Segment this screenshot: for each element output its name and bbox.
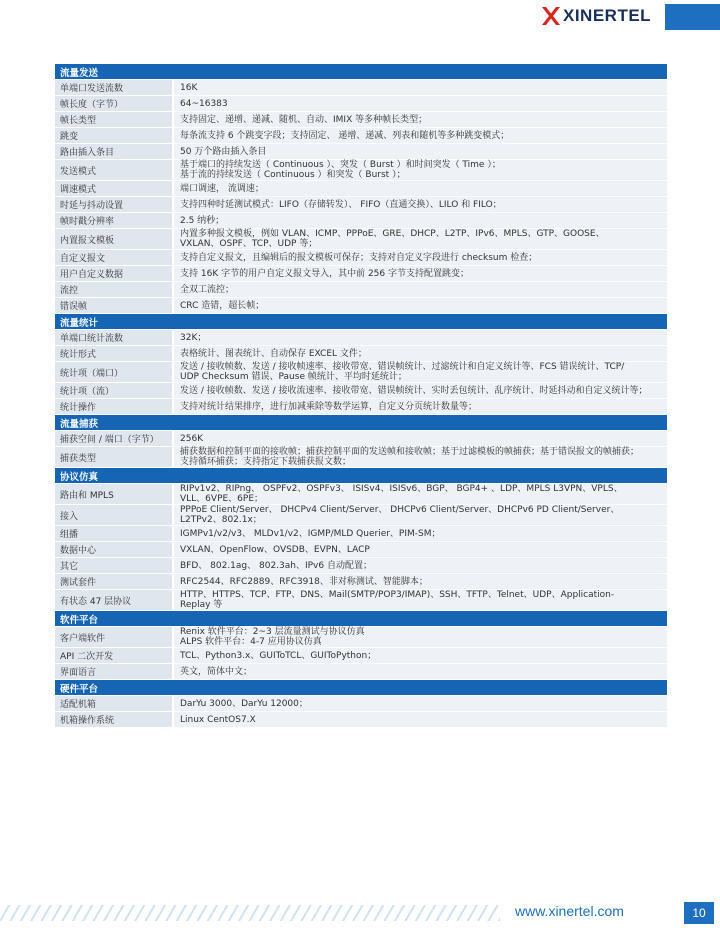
- header-accent-bar: [665, 4, 720, 30]
- section-fill: [173, 415, 667, 430]
- spec-value-line: 支持对统计结果排序，进行加减乘除等数学运算，自定义分页统计数量等；: [180, 401, 478, 412]
- spec-label: 捕获空间 / 端口（字节）: [55, 431, 172, 446]
- spec-value: [174, 181, 667, 196]
- spec-row: [55, 250, 667, 266]
- spec-row: [55, 590, 667, 611]
- spec-value-line: VLL、6VPE、6PE；: [180, 494, 264, 504]
- spec-value: [174, 542, 667, 557]
- spec-row: [55, 383, 667, 399]
- spec-value: [174, 112, 667, 127]
- section-fill: [173, 64, 667, 79]
- section-title: 协议仿真: [60, 471, 99, 483]
- spec-label: 错误帧: [55, 298, 172, 313]
- spec-value-line: 基于流的持续发送（ Continuous ）和突发（ Burst ）；: [180, 170, 406, 180]
- spec-value-line: IGMPv1/v2/v3、 MLDv1/v2、IGMP/MLD Querier、PIM-SM；: [180, 528, 441, 539]
- spec-value: [174, 346, 667, 361]
- spec-value: [174, 712, 667, 727]
- spec-label: 内置报文模板: [55, 229, 172, 249]
- spec-value-line: HTTP、HTTPS、TCP、FTP、DNS、Mail(SMTP/POP3/IMAP)、SSH、TFTP、Telnet、UDP、Application-: [180, 590, 615, 600]
- spec-row: [55, 346, 667, 362]
- spec-label: 自定义报文: [55, 250, 172, 265]
- spec-value-line: 每条流支持 6 个跳变字段；支持固定、 递增、递减、列表和随机等多种跳变模式；: [180, 130, 510, 141]
- section-title: 流量发送: [60, 67, 99, 79]
- spec-value-line: 256K: [180, 433, 204, 444]
- spec-value: [174, 526, 667, 541]
- spec-value-line: 支持四种时延测试模式：LIFO（存储转发）、 FIFO（直通交换）、LILO 和 FILO；: [180, 199, 502, 210]
- spec-value-line: 基于端口的持续发送（ Continuous ）、突发（ Burst ）和时间突发（ Time ）；: [180, 160, 501, 170]
- spec-value-line: 发送 / 接收帧数、发送 / 接收流速率、接收带宽、错误帧统计、实时丢包统计、乱序统计、时延抖动和自定义统计等；: [180, 385, 648, 396]
- spec-table: [55, 64, 667, 728]
- spec-value: [174, 298, 667, 313]
- spec-value-line: 支持循环捕获；支持指定下载捕获报文数；: [180, 457, 352, 467]
- section-title: 硬件平台: [60, 683, 99, 695]
- spec-row: [55, 648, 667, 664]
- spec-row: [55, 399, 667, 415]
- spec-label: API 二次开发: [55, 648, 172, 663]
- spec-row: [55, 362, 667, 383]
- spec-value-line: UDP Checksum 错误、Pause 帧统计、平均时延统计；: [180, 372, 407, 382]
- spec-row: [55, 282, 667, 298]
- spec-value-line: 表格统计、图表统计、自动保存 EXCEL 文件；: [180, 348, 367, 359]
- spec-row: [55, 213, 667, 229]
- spec-row: [55, 181, 667, 197]
- spec-row: [55, 526, 667, 542]
- spec-value: [174, 197, 667, 212]
- spec-value: [174, 96, 667, 111]
- spec-value: [174, 399, 667, 414]
- spec-label: 捕获类型: [55, 447, 172, 467]
- spec-value-line: 端口调速， 流调速；: [180, 183, 264, 194]
- spec-value-line: RFC2544、RFC2889、RFC3918、非对称测试、智能脚本；: [180, 576, 428, 587]
- spec-row: [55, 229, 667, 250]
- section-fill: [173, 314, 667, 329]
- page-header: [0, 0, 720, 36]
- spec-row: [55, 664, 667, 680]
- section-header: [55, 314, 667, 330]
- spec-label: 帧长类型: [55, 112, 172, 127]
- spec-label: 帧时戳分辨率: [55, 213, 172, 228]
- spec-label: 统计形式: [55, 346, 172, 361]
- spec-label: 发送模式: [55, 160, 172, 180]
- spec-value: [174, 144, 667, 159]
- section-title: 流量捕获: [60, 418, 99, 430]
- spec-value-line: 支持自定义报文，且编辑后的报文模板可保存；支持对自定义字段进行 checksum 检查；: [180, 252, 538, 263]
- spec-row: [55, 447, 667, 468]
- spec-value-line: VXLAN、OSPF、TCP、UDP 等；: [180, 239, 318, 249]
- spec-value: [174, 484, 667, 504]
- spec-value-line: 支持 16K 字节的用户自定义报文导入，其中前 256 字节支持配置跳变；: [180, 268, 469, 279]
- spec-label: 单端口发送流数: [55, 80, 172, 95]
- spec-value: [174, 383, 667, 398]
- spec-row: [55, 712, 667, 728]
- spec-row: [55, 431, 667, 447]
- logo-x-icon: [540, 5, 562, 27]
- spec-label: 客户端软件: [55, 627, 172, 647]
- spec-row: [55, 505, 667, 526]
- spec-label: 组播: [55, 526, 172, 541]
- spec-row: [55, 160, 667, 181]
- spec-label: 测试套件: [55, 574, 172, 589]
- spec-value: [174, 696, 667, 711]
- spec-label: 调速模式: [55, 181, 172, 196]
- spec-value-line: 捕获数据和控制平面的接收帧；捕获控制平面的发送帧和接收帧；基于过滤模板的帧捕获；基于错误报文的帧捕获；: [180, 447, 640, 457]
- spec-value-line: ALPS 软件平台：4-7 应用协议仿真: [180, 637, 322, 647]
- spec-label: 统计项（端口）: [55, 362, 172, 382]
- spec-value: [174, 213, 667, 228]
- section-header: [55, 64, 667, 80]
- section-header: [55, 680, 667, 696]
- spec-value-line: 支持固定、递增、递减、随机、自动、IMIX 等多种帧长类型；: [180, 114, 428, 125]
- spec-value-line: PPPoE Client/Server、 DHCPv4 Client/Server、 DHCPv6 Client/Server、DHCPv6 PD Client/Server、: [180, 505, 620, 515]
- spec-label: 路由插入条目: [55, 144, 172, 159]
- spec-row: [55, 266, 667, 282]
- spec-value: [174, 627, 667, 647]
- spec-value: [174, 362, 667, 382]
- spec-label: 接入: [55, 505, 172, 525]
- spec-row: [55, 112, 667, 128]
- spec-label: 适配机箱: [55, 696, 172, 711]
- section-header: [55, 468, 667, 484]
- spec-value: [174, 505, 667, 525]
- section-fill: [173, 611, 667, 626]
- spec-value: [174, 447, 667, 467]
- spec-label: 数据中心: [55, 542, 172, 557]
- spec-value: [174, 160, 667, 180]
- footer-stripes: [0, 905, 500, 921]
- spec-row: [55, 197, 667, 213]
- spec-value-line: 16K: [180, 82, 198, 93]
- spec-value-line: TCL、Python3.x、GUIToTCL、GUIToPython；: [180, 650, 377, 661]
- page-number: 10: [684, 902, 714, 924]
- spec-value: [174, 282, 667, 297]
- spec-label: 单端口统计流数: [55, 330, 172, 345]
- spec-label: 统计操作: [55, 399, 172, 414]
- spec-value-line: Renix 软件平台：2~3 层流量测试与协议仿真: [180, 627, 365, 637]
- spec-value: [174, 250, 667, 265]
- spec-value-line: 全双工流控；: [180, 284, 235, 295]
- page-footer: [0, 898, 720, 928]
- spec-row: [55, 696, 667, 712]
- spec-label: 帧长度（字节）: [55, 96, 172, 111]
- spec-label: 用户自定义数据: [55, 266, 172, 281]
- spec-value: [174, 266, 667, 281]
- section-title: 流量统计: [60, 317, 99, 329]
- section-title: 软件平台: [60, 614, 99, 626]
- spec-value: [174, 648, 667, 663]
- spec-value-line: L2TPv2、802.1x；: [180, 515, 262, 525]
- spec-value-line: RIPv1v2、RIPng、 OSPFv2、OSPFv3、 ISISv4、ISISv6、BGP、 BGP4+ 、LDP、MPLS L3VPN、VPLS、: [180, 484, 623, 494]
- spec-value: [174, 80, 667, 95]
- spec-row: [55, 627, 667, 648]
- website-url[interactable]: www.xinertel.com: [515, 903, 624, 919]
- spec-value: [174, 590, 667, 610]
- section-header: [55, 611, 667, 627]
- spec-value-line: CRC 造错，超长帧；: [180, 300, 265, 311]
- spec-value-line: 英文，简体中文；: [180, 666, 253, 677]
- section-fill: [173, 468, 667, 483]
- spec-label: 统计项（流）: [55, 383, 172, 398]
- spec-row: [55, 96, 667, 112]
- spec-value-line: Linux CentOS7.X: [180, 714, 256, 725]
- spec-value: [174, 330, 667, 345]
- spec-row: [55, 298, 667, 314]
- spec-value-line: 2.5 纳秒；: [180, 215, 225, 226]
- spec-value: [174, 558, 667, 573]
- spec-value-line: Replay 等: [180, 600, 223, 610]
- brand-logo: [540, 4, 651, 28]
- spec-label: 路由和 MPLS: [55, 484, 172, 504]
- spec-label: 其它: [55, 558, 172, 573]
- spec-value-line: 64~16383: [180, 98, 228, 109]
- spec-value: [174, 664, 667, 679]
- spec-row: [55, 144, 667, 160]
- spec-label: 有状态 47 层协议: [55, 590, 172, 610]
- spec-label: 机箱操作系统: [55, 712, 172, 727]
- spec-value-line: 发送 / 接收帧数、发送 / 接收帧速率、接收带宽、错误帧统计、过滤统计和自定义统计等、FCS 错误统计、TCP/: [180, 362, 625, 372]
- spec-value-line: BFD、 802.1ag、 802.3ah、IPv6 自动配置；: [180, 560, 372, 571]
- spec-value-line: 32K；: [180, 332, 207, 343]
- spec-value-line: VXLAN、OpenFlow、OVSDB、EVPN、LACP: [180, 544, 370, 555]
- section-header: [55, 415, 667, 431]
- spec-value-line: 50 万个路由插入条目: [180, 146, 267, 157]
- spec-row: [55, 484, 667, 505]
- spec-label: 跳变: [55, 128, 172, 143]
- spec-value: [174, 128, 667, 143]
- spec-value: [174, 229, 667, 249]
- spec-value-line: 内置多种报文模板，例如 VLAN、ICMP、PPPoE、GRE、DHCP、L2TP、IPv6、MPLS、GTP、GOOSE、: [180, 229, 605, 239]
- spec-label: 时延与抖动设置: [55, 197, 172, 212]
- spec-row: [55, 80, 667, 96]
- spec-label: 界面语言: [55, 664, 172, 679]
- brand-name: XINERTEL: [563, 6, 652, 25]
- spec-row: [55, 574, 667, 590]
- section-fill: [173, 680, 667, 695]
- spec-label: 流控: [55, 282, 172, 297]
- spec-row: [55, 542, 667, 558]
- spec-row: [55, 128, 667, 144]
- spec-row: [55, 558, 667, 574]
- spec-value-line: DarYu 3000、DarYu 12000；: [180, 698, 308, 709]
- spec-value: [174, 574, 667, 589]
- spec-row: [55, 330, 667, 346]
- spec-value: [174, 431, 667, 446]
